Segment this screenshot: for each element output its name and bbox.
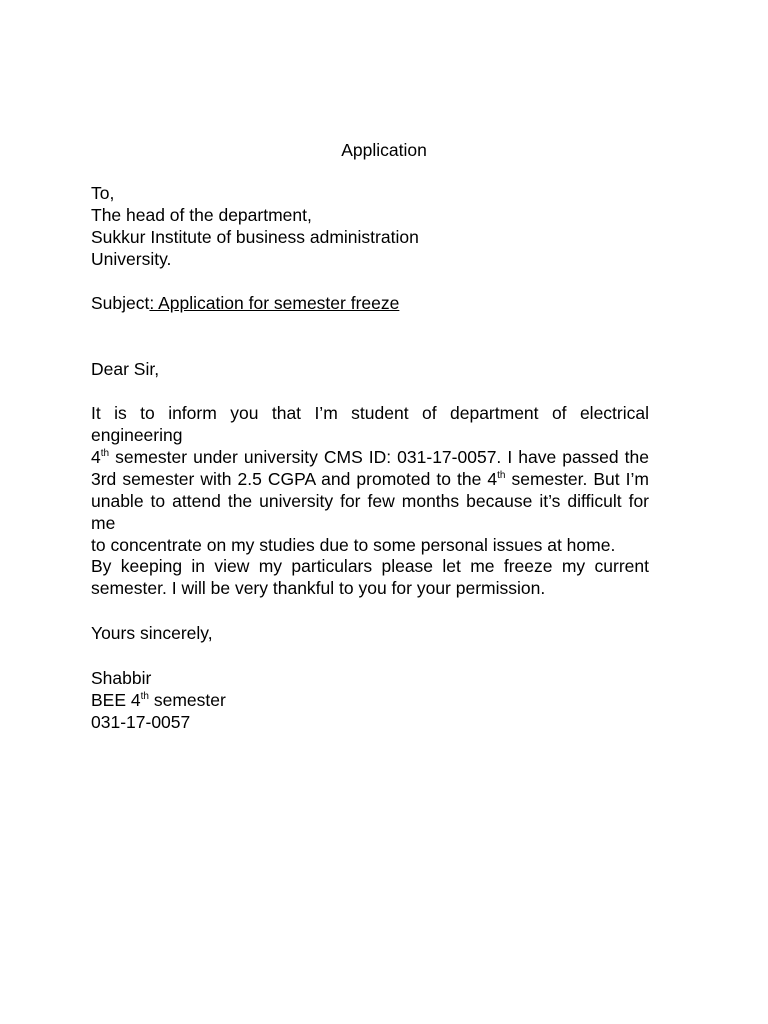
closing-text: Yours sincerely, (91, 623, 213, 643)
salutation (91, 358, 649, 380)
paragraph-1-line-1: It is to inform you that I’m student of department of electrical engineering (91, 403, 649, 445)
signature-name: Shabbir (91, 668, 152, 688)
paragraph-1-line-2: 4th semester under university CMS ID: 031-17-0057. I have passed the (91, 447, 649, 467)
document-title: Application (341, 140, 427, 160)
paragraph-2-line-2: semester. I will be very thankful to you for your permission. (91, 578, 546, 598)
subject-label: Subject (91, 293, 150, 313)
paragraph-1-line-4: unable to attend the university for few months because it’s difficult for me (91, 491, 649, 533)
recipient-to: To, (91, 183, 115, 203)
signature-program: BEE 4th semester (91, 690, 226, 710)
signature-id: 031-17-0057 (91, 712, 191, 732)
subject-text: : Application for semester freeze (149, 293, 400, 313)
paragraph-1-line-3: 3rd semester with 2.5 CGPA and promoted to the 4th semester. But I’m (91, 469, 649, 489)
recipient-line-2: Sukkur Institute of business administration (91, 227, 419, 247)
recipient-block (91, 182, 649, 270)
subject-line (91, 292, 649, 314)
recipient-line-3: University. (91, 249, 172, 269)
paragraph-2-line-1: By keeping in view my particulars please let me freeze my current (91, 556, 649, 576)
signature-block (91, 667, 649, 733)
salutation-text: Dear Sir, (91, 359, 160, 379)
closing (91, 622, 649, 644)
recipient-line-1: The head of the department, (91, 205, 312, 225)
body-paragraph-2 (91, 555, 649, 599)
paragraph-1-line-5: to concentrate on my studies due to some personal issues at home. (91, 535, 616, 555)
body-paragraph-1 (91, 402, 649, 556)
